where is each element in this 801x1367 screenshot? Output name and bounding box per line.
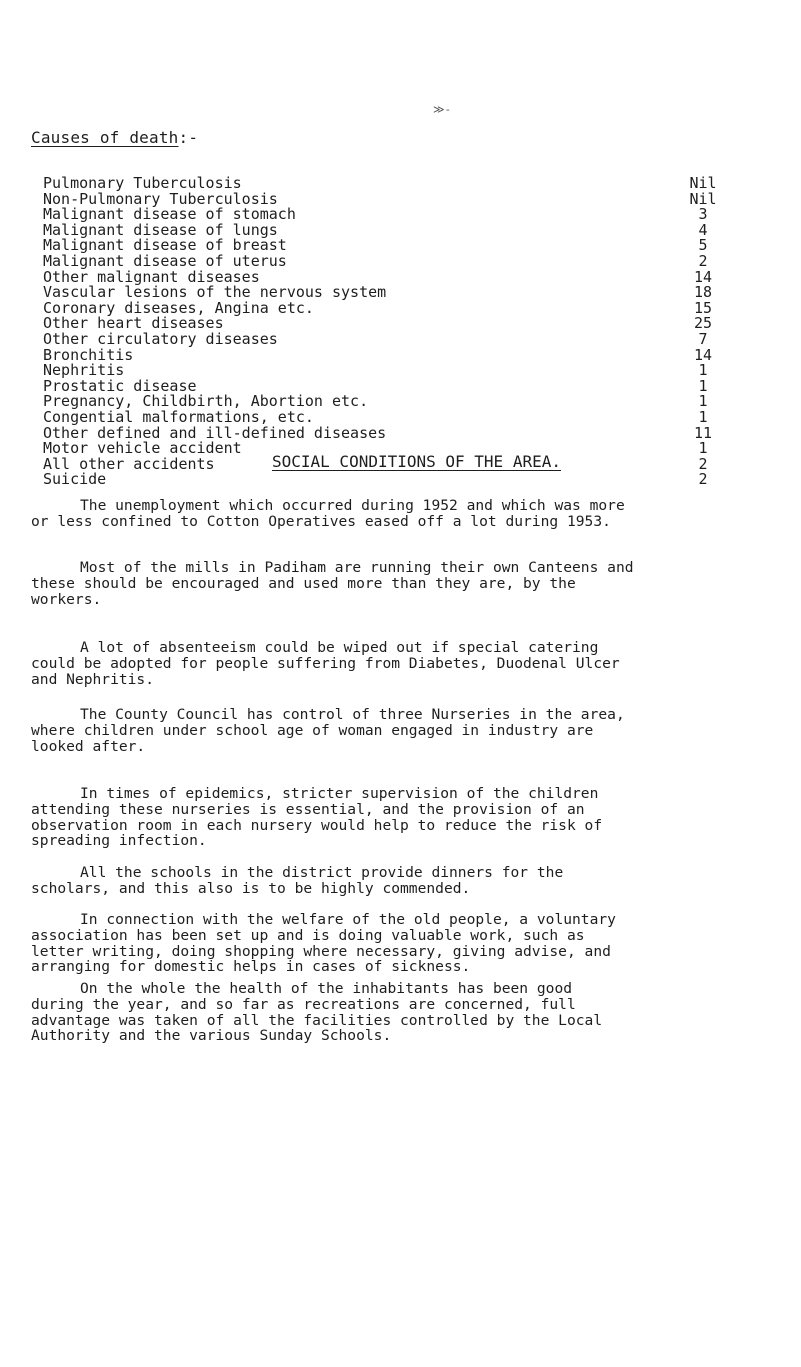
cause-label: Other malignant diseases [43, 267, 260, 286]
cause-label: Pregnancy, Childbirth, Abortion etc. [43, 392, 369, 411]
cause-count: Nil [689, 174, 717, 192]
paragraph-line: advantage was taken of all the facilities controlled by the Local [31, 1011, 603, 1029]
cause-label: Pulmonary Tuberculosis [43, 174, 242, 192]
cause-label: All other accidents [43, 454, 215, 473]
cause-count: 25 [693, 314, 713, 333]
paragraph-line: spreading infection. [31, 832, 207, 850]
paragraph-line: Most of the mills in Padiham are running their own Canteens and [80, 559, 634, 576]
paragraph-epidemics [31, 786, 796, 849]
paragraph-line: The unemployment which occurred during 1952 and which was more [80, 497, 625, 514]
cause-row [43, 472, 783, 488]
paragraph-canteens [31, 560, 796, 607]
cause-count: 1 [698, 376, 708, 395]
paragraph-nurseries [31, 707, 796, 754]
cause-label: Suicide [43, 470, 107, 489]
paragraph-line: during the year, and so far as recreations are concerned, full [31, 995, 576, 1013]
cause-label: Coronary diseases, Angina etc. [43, 298, 314, 317]
cause-count: 1 [698, 392, 708, 411]
cause-row [43, 329, 783, 348]
paragraph-line: scholars, and this also is to be highly commended. [31, 879, 471, 897]
paragraph-line: association has been set up and is doing valuable work, such as [31, 926, 585, 944]
causes-heading-suffix: :- [178, 128, 199, 147]
paragraph-line: In connection with the welfare of the old people, a voluntary [80, 911, 616, 928]
paragraph-line: All the schools in the district provide dinners for the [80, 864, 564, 881]
cause-count: 1 [698, 407, 708, 426]
cause-label: Vascular lesions of the nervous system [43, 283, 387, 302]
cause-count: 4 [698, 220, 708, 239]
paragraph-line: workers. [31, 590, 102, 608]
causes-of-death-list [43, 176, 783, 488]
cause-count: 7 [698, 329, 708, 348]
paragraph-line: and Nephritis. [31, 670, 155, 688]
cause-label: Bronchitis [43, 345, 134, 364]
cause-count: 2 [698, 454, 708, 473]
paragraph-old-people-welfare [31, 912, 796, 975]
cause-count: 11 [693, 423, 713, 442]
cause-label: Malignant disease of breast [43, 236, 287, 255]
cause-label: Congential malformations, etc. [43, 407, 314, 426]
paragraph-line: Authority and the various Sunday Schools. [31, 1027, 392, 1045]
cause-label: Malignant disease of lungs [43, 220, 278, 239]
causes-heading [31, 128, 198, 147]
paragraph-line: The County Council has control of three Nurseries in the area, [80, 706, 625, 723]
cause-count: 1 [698, 439, 708, 458]
paragraph-general-health [31, 981, 796, 1044]
header-mark: ≫- [433, 103, 452, 116]
paragraph-line: or less confined to Cotton Operatives eased off a lot during 1953. [31, 512, 611, 530]
paragraph-line: could be adopted for people suffering from Diabetes, Duodenal Ulcer [31, 654, 620, 672]
cause-count: 1 [698, 361, 708, 380]
cause-row [43, 345, 783, 364]
cause-label: Malignant disease of stomach [43, 205, 296, 224]
paragraph-line: observation room in each nursery would help to reduce the risk of [31, 816, 603, 834]
cause-label: Non-Pulmonary Tuberculosis [43, 189, 278, 208]
cause-count: 15 [693, 298, 713, 317]
paragraph-line: these should be encouraged and used more than they are, by the [31, 574, 576, 592]
paragraph-line: where children under school age of woman engaged in industry are [31, 721, 594, 739]
cause-label: Nephritis [43, 361, 125, 380]
cause-count: 18 [693, 283, 713, 302]
cause-label: Other defined and ill-defined diseases [43, 423, 387, 442]
cause-label: Other heart diseases [43, 314, 224, 333]
cause-count: 3 [698, 205, 708, 224]
paragraph-unemployment [31, 498, 796, 530]
paragraph-absenteeism [31, 640, 796, 687]
paragraph-line: A lot of absenteeism could be wiped out if special catering [80, 639, 599, 656]
paragraph-line: arranging for domestic helps in cases of sickness. [31, 958, 471, 976]
paragraph-line: attending these nurseries is essential, and the provision of an [31, 800, 585, 818]
paragraph-line: looked after. [31, 737, 146, 755]
paragraph-line: In times of epidemics, stricter supervision of the children [80, 785, 599, 802]
cause-label: Malignant disease of uterus [43, 251, 287, 270]
cause-count: 14 [693, 267, 713, 286]
cause-count: 14 [693, 345, 713, 364]
paragraph-line: letter writing, doing shopping where necessary, giving advise, and [31, 942, 611, 960]
cause-count: 2 [698, 470, 708, 489]
cause-count: 2 [698, 251, 708, 270]
cause-label: Prostatic disease [43, 376, 197, 395]
cause-count: Nil [689, 189, 717, 208]
paragraph-line: On the whole the health of the inhabitants has been good [80, 980, 573, 997]
causes-heading-title: Causes of death [31, 128, 179, 147]
social-conditions-title: SOCIAL CONDITIONS OF THE AREA. [272, 452, 561, 471]
paragraph-school-dinners [31, 865, 796, 897]
cause-label: Other circulatory diseases [43, 329, 278, 348]
cause-label: Motor vehicle accident [43, 439, 242, 458]
cause-count: 5 [698, 236, 708, 255]
